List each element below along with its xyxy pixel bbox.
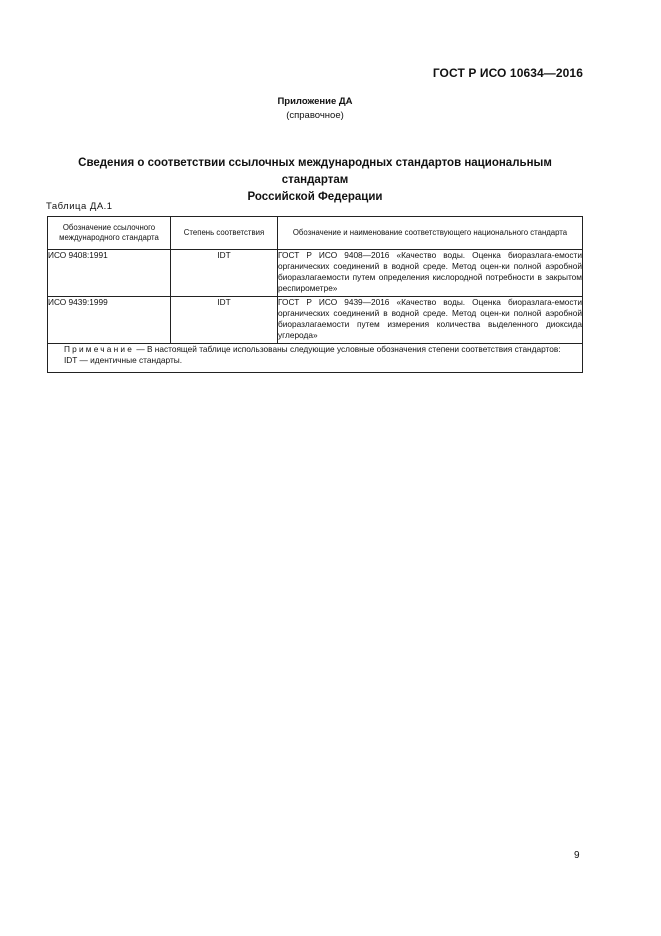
section-title-line-1: Сведения о соответствии ссылочных международных стандартов национальным стандартам: [78, 157, 552, 186]
standard-code-header: ГОСТ Р ИСО 10634—2016: [432, 66, 583, 80]
table-note-row: [48, 344, 583, 373]
table-caption: Таблица ДА.1: [46, 201, 113, 212]
header-degree-of-compliance: Степень соответствия: [171, 217, 278, 250]
table-note: [48, 344, 583, 373]
international-standard-code: ИСО 9408:1991: [48, 250, 171, 297]
degree-of-compliance: IDT: [171, 250, 278, 297]
header-national-standard: Обозначение и наименование соответствующего национального стандарта: [278, 217, 583, 250]
table-row: [48, 250, 583, 297]
note-text: — В настоящей таблице использованы следующие условные обозначения степени соответствия стандартов:: [134, 344, 561, 354]
note-legend: IDT — идентичные стандарты.: [64, 355, 183, 365]
national-standard-description: ГОСТ Р ИСО 9439—2016 «Качество воды. Оценка биоразлага-емости органических соединений в водной среде. Метод оцен-ки полной аэробной биоразлагаемости путем измерения количества выделенного диоксида углерода»: [278, 297, 583, 344]
page-number: 9: [574, 850, 580, 861]
international-standard-code: ИСО 9439:1999: [48, 297, 171, 344]
annex-heading: [0, 95, 630, 123]
table-row: [48, 297, 583, 344]
section-title-line-2: Российской Федерации: [247, 191, 383, 203]
annex-subtitle: (справочное): [286, 110, 344, 121]
annex-title: Приложение ДА: [277, 96, 353, 107]
degree-of-compliance: IDT: [171, 297, 278, 344]
note-label: Примечание: [64, 344, 135, 354]
national-standard-description: ГОСТ Р ИСО 9408—2016 «Качество воды. Оценка биоразлага-емости органических соединений в водной среде. Метод оцен-ки полной аэробной биоразлагаемости путем определения кислородной потребности в закрытом респирометре»: [278, 250, 583, 297]
table-header-row: [48, 217, 583, 250]
section-title: [46, 155, 584, 206]
header-international-standard: Обозначение ссылочного международного стандарта: [48, 217, 171, 250]
compliance-table: [47, 216, 583, 373]
